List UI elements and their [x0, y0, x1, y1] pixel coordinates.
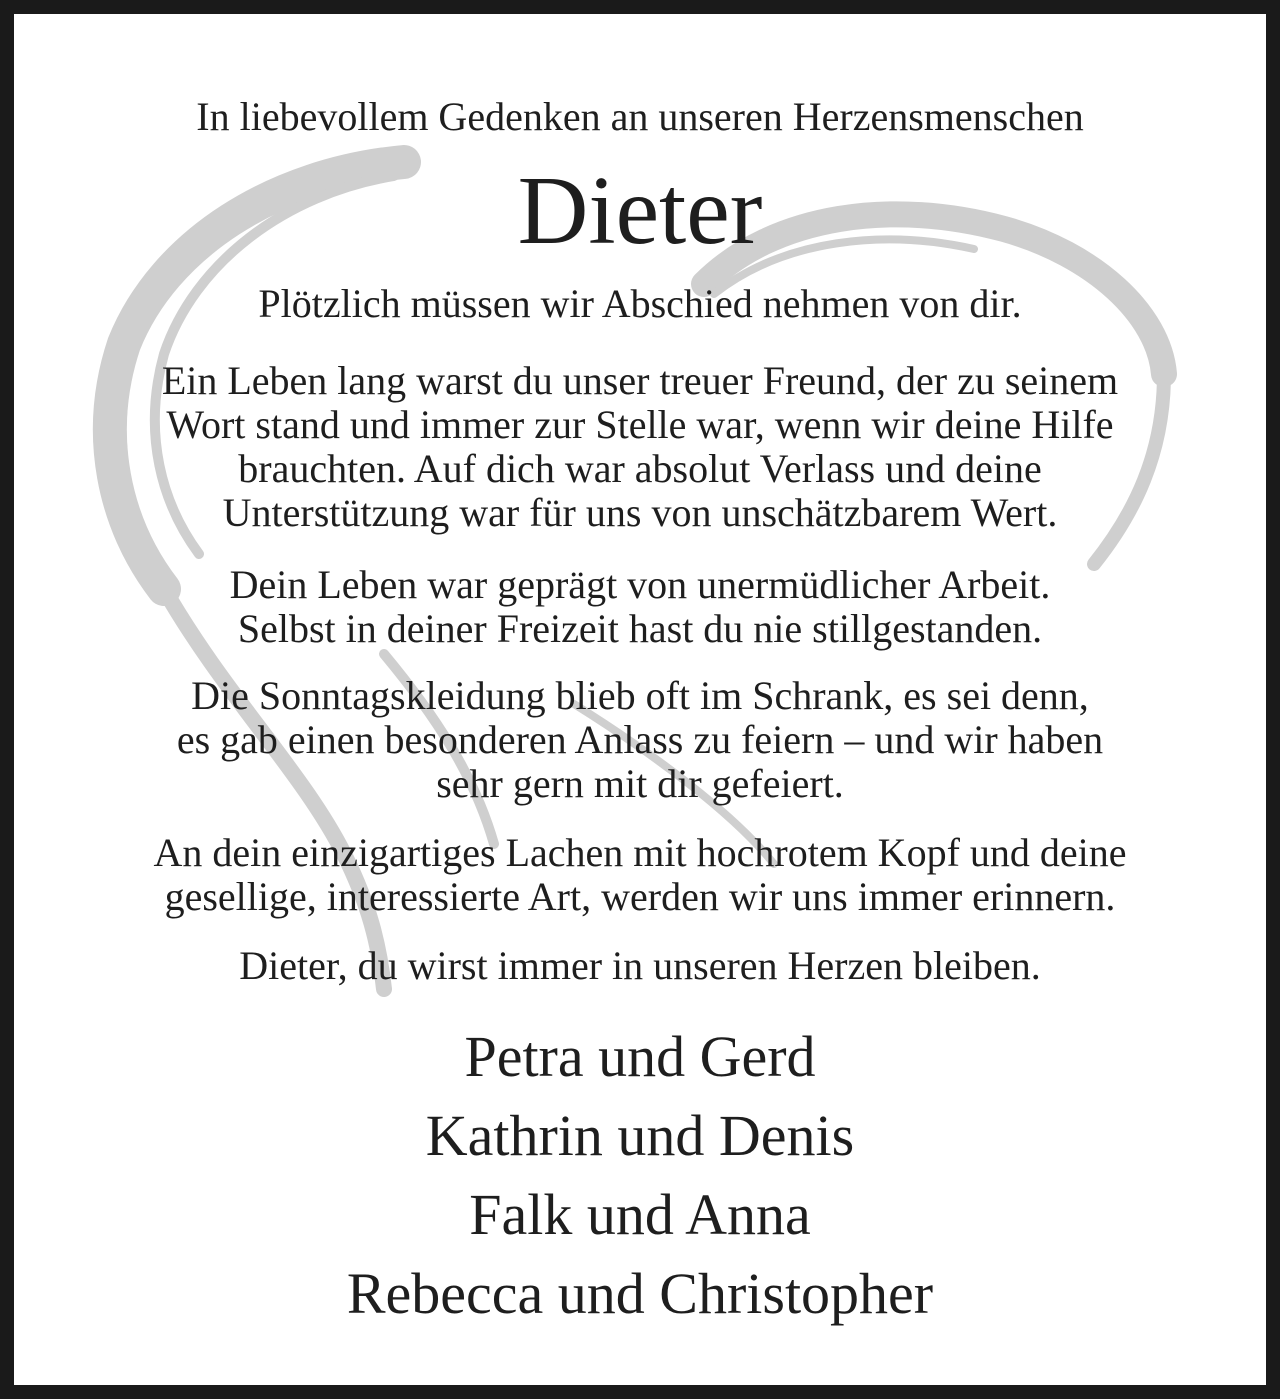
- paragraph-line: Dein Leben war geprägt von unermüdlicher Arbeit.: [229, 562, 1051, 607]
- paragraph-celebrations: [14, 674, 1266, 806]
- paragraph-line: An dein einzigartiges Lachen mit hochrotem Kopf und deine: [153, 830, 1127, 875]
- mourners-list: [14, 1017, 1266, 1333]
- paragraph-line: Die Sonntagskleidung blieb oft im Schrank, es sei denn,: [191, 673, 1089, 718]
- mourner-name: Falk und Anna: [469, 1182, 811, 1247]
- mourner-name: Rebecca und Christopher: [346, 1261, 934, 1326]
- paragraph-memories: [14, 831, 1266, 919]
- mourner-name: Petra und Gerd: [464, 1024, 816, 1089]
- paragraph-line: Selbst in deiner Freizeit hast du nie stillgestanden.: [237, 606, 1043, 651]
- paragraph-line: Plötzlich müssen wir Abschied nehmen von dir.: [258, 281, 1022, 326]
- intro-line: In liebevollem Gedenken an unseren Herzensmenschen: [196, 94, 1084, 139]
- paragraph-farewell: [14, 282, 1266, 326]
- paragraph-line: Ein Leben lang warst du unser treuer Freund, der zu seinem: [161, 358, 1119, 403]
- paragraph-line: sehr gern mit dir gefeiert.: [436, 761, 844, 806]
- paragraph-line: Unterstützung war für uns von unschätzbarem Wert.: [222, 490, 1058, 535]
- paragraph-line: Dieter, du wirst immer in unseren Herzen bleiben.: [239, 943, 1041, 988]
- mourner-name: Kathrin und Denis: [425, 1103, 855, 1168]
- paragraph-line: gesellige, interessierte Art, werden wir uns immer erinnern.: [164, 874, 1116, 919]
- paragraph-closing: [14, 944, 1266, 988]
- paragraph-line: es gab einen besonderen Anlass zu feiern – und wir haben: [176, 717, 1104, 762]
- paragraph-work: [14, 563, 1266, 651]
- notice-content: [14, 14, 1266, 1385]
- paragraph-friend: [14, 359, 1266, 535]
- paragraph-line: Wort stand und immer zur Stelle war, wenn wir deine Hilfe: [166, 402, 1114, 447]
- paragraph-line: brauchten. Auf dich war absolut Verlass und deine: [238, 446, 1042, 491]
- deceased-name: Dieter: [517, 157, 763, 265]
